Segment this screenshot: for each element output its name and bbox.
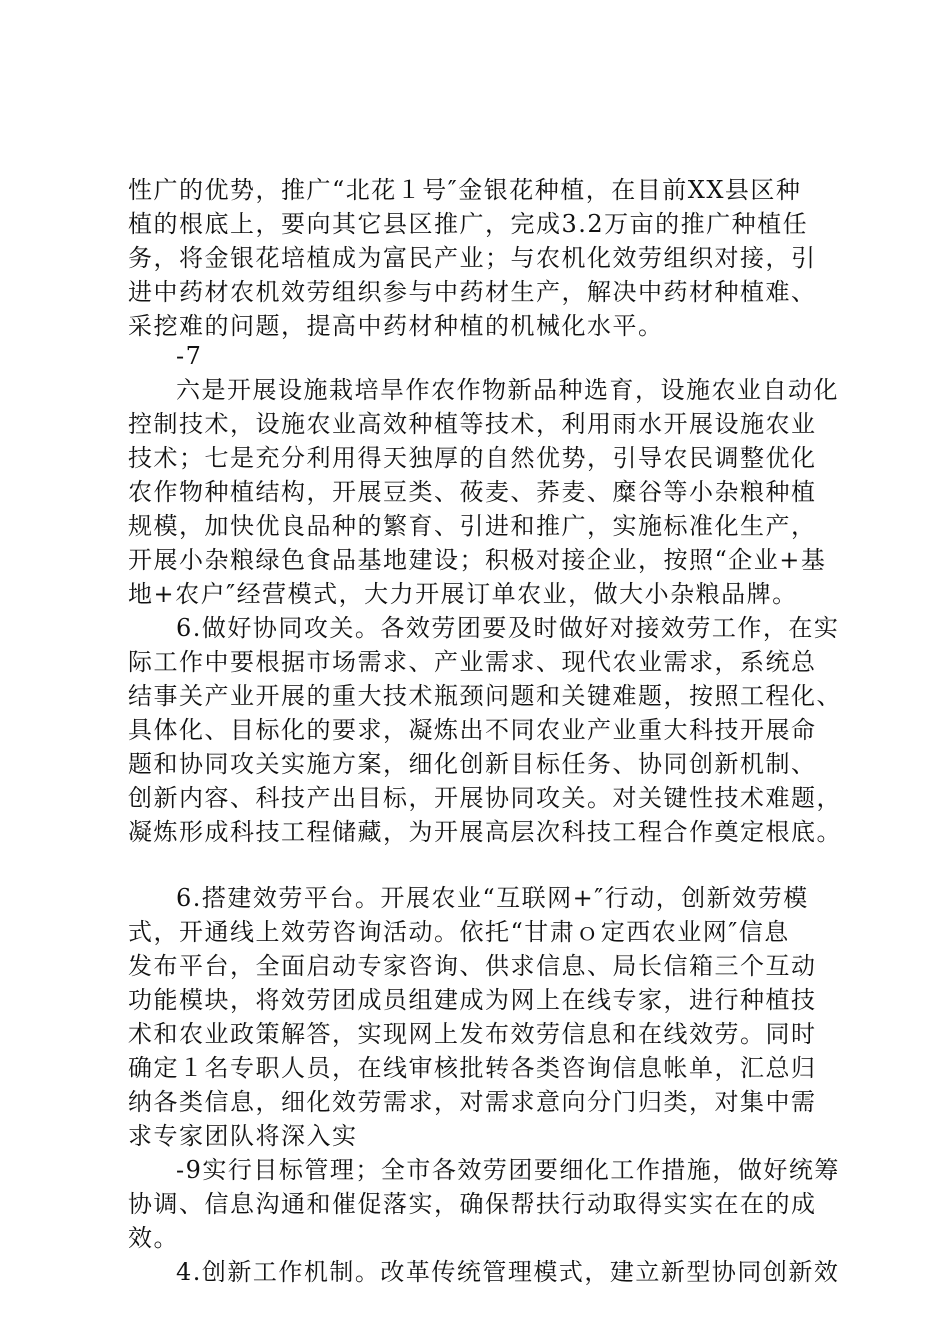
text-line: 纳各类信息，细化效劳需求，对需求意向分门归类，对集中需 [128,1088,817,1116]
paragraph-first-line: 6.做好协同攻关。各效劳团要及时做好对接效劳工作，在实 [176,614,840,642]
paragraph-first-line: 6.搭建效劳平台。开展农业“互联网+″行动，创新效劳模 [176,884,809,912]
text-line: 技术；七是充分利用得天独厚的自然优势，引导农民调整优化 [128,444,817,472]
text-line: 进中药材农机效劳组织参与中药材生产，解决中药材种植难、 [128,278,817,306]
text-line: 务，将金银花培植成为富民产业；与农机化效劳组织对接，引 [128,244,817,272]
paragraph-first-line: 六是开展设施栽培旱作农作物新品种选育，设施农业自动化 [176,376,839,404]
text-line: 效。 [128,1224,179,1252]
text-line: 术和农业政策解答，实现网上发布效劳信息和在线效劳。同时 [128,1020,817,1048]
text-line: 创新内容、科技产出目标，开展协同攻关。对关键性技术难题， [128,784,842,812]
text-line: 地+农户″经营模式，大力开展订单农业，做大小杂粮品牌。 [128,580,798,608]
text-line: 求专家团队将深入实 [128,1122,358,1150]
text-line: 发布平台，全面启动专家咨询、供求信息、局长信箱三个互动 [128,952,817,980]
text-line: 际工作中要根据市场需求、产业需求、现代农业需求，系统总 [128,648,817,676]
text-line: 凝炼形成科技工程储藏，为开展高层次科技工程合作奠定根底。 [128,818,842,846]
text-line: 采挖难的问题，提高中药材种植的机械化水平。 [128,312,664,340]
paragraph-first-line: 4.创新工作机制。改革传统管理模式，建立新型协同创新效 [176,1258,840,1286]
text-line: 控制技术，设施农业高效种植等技术，利用雨水开展设施农业 [128,410,817,438]
text-line: 规模，加快优良品种的繁育、引进和推广，实施标准化生产， [128,512,817,540]
paragraph-first-line: -9实行目标管理；全市各效劳团要细化工作措施，做好统筹 [176,1156,840,1184]
text-line: 结事关产业开展的重大技术瓶颈问题和关键难题，按照工程化、 [128,682,842,710]
text-line: 题和协同攻关实施方案，细化创新目标任务、协同创新机制、 [128,750,817,778]
text-line: 植的根底上，要向其它县区推广，完成3.2万亩的推广种植任 [128,210,809,238]
text-line: 式，开通线上效劳咨询活动。依托“甘肃ｏ定西农业网″信息 [128,918,790,946]
text-line: 功能模块，将效劳团成员组建成为网上在线专家，进行种植技 [128,986,817,1014]
text-line: 开展小杂粮绿色食品基地建设；积极对接企业，按照“企业+基 [128,546,827,574]
text-line: 确定１名专职人员，在线审核批转各类咨询信息帐单，汇总归 [128,1054,817,1082]
text-line: 性广的优势，推广“北花１号″金银花种植，在目前XX县区种 [128,176,802,204]
page-marker: -7 [176,342,203,370]
text-line: 协调、信息沟通和催促落实，确保帮扶行动取得实实在在的成 [128,1190,817,1218]
text-line: 具体化、目标化的要求，凝炼出不同农业产业重大科技开展命 [128,716,817,744]
text-line: 农作物种植结构，开展豆类、莜麦、荞麦、糜谷等小杂粮种植 [128,478,817,506]
